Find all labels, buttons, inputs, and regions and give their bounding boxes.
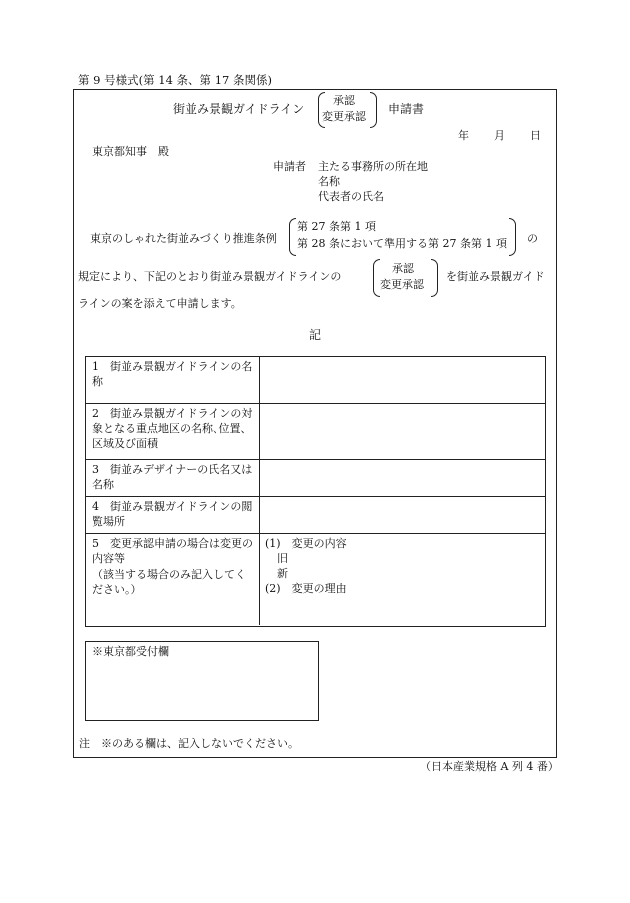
date-day: 日 [530,129,541,142]
date-month: 月 [494,129,505,142]
footnote: 注 ※のある欄は、記入しないでください。 [79,737,299,750]
body-bracket-right [431,259,438,297]
applicant-label: 申請者 [273,160,306,173]
body-line2-start: 規定により、下記のとおり街並み景観ガイドラインの [78,270,342,283]
title-choice-change-approval: 変更承認 [322,110,366,123]
date-year: 年 [458,129,469,142]
title-left: 街並み景観ガイドライン [173,102,305,116]
applicant-name: 名称 [318,175,340,188]
title-choice-approval: 承認 [333,94,355,107]
addressee: 東京都知事 殿 [92,145,169,158]
article-top: 第 27 条第 1 項 [297,220,376,233]
table-row-divider-2 [86,459,545,460]
body-line1-end: の [527,232,538,245]
row2-label: 2 街並み景観ガイドラインの対象となる重点地区の名称､位置、区域及び面積 [92,407,253,450]
body-choice-approval: 承認 [392,262,414,275]
applicant-address: 主たる事務所の所在地 [318,160,428,173]
form-number: 第 9 号様式(第 14 条、第 17 条関係) [78,73,272,87]
row5-content-2: (2) 変更の理由 [265,582,347,595]
table-row-divider-1 [86,403,545,404]
article-bracket-left [289,218,296,256]
article-bracket-right [509,218,516,256]
row5-content-1: (1) 変更の内容 [265,537,347,550]
body-line2-end: を街並み景観ガイド [446,270,545,283]
paper-size: （日本産業規格 A 列 4 番） [420,760,559,773]
row5-new: 新 [277,567,288,580]
row4-label: 4 街並み景観ガイドラインの閲覧場所 [92,500,253,528]
table-row-divider-3 [86,496,545,497]
body-choice-change-approval: 変更承認 [380,278,424,291]
body-line3: ラインの案を添えて申請します。 [78,297,242,310]
reception-label: ※東京都受付欄 [92,645,169,658]
row5-note: （該当する場合のみ記入してください。） [92,568,246,596]
row1-label: 1 街並み景観ガイドラインの名称 [92,360,253,388]
title-right: 申請書 [388,102,425,116]
body-line1-start: 東京のしゃれた街並みづくり推進条例 [90,232,277,245]
ki-heading: 記 [309,328,322,342]
title-bracket-right [370,92,377,128]
row5-old: 旧 [277,552,288,565]
row3-label: 3 街並みデザイナーの氏名又は名称 [92,463,253,491]
body-bracket-left [373,259,380,297]
applicant-representative: 代表者の氏名 [318,190,384,203]
row5-label: 5 変更承認申請の場合は変更の内容等 [92,537,253,565]
table-row-divider-4 [86,533,545,534]
table-column-divider [259,357,260,625]
article-bottom: 第 28 条において準用する第 27 条第 1 項 [297,237,507,250]
